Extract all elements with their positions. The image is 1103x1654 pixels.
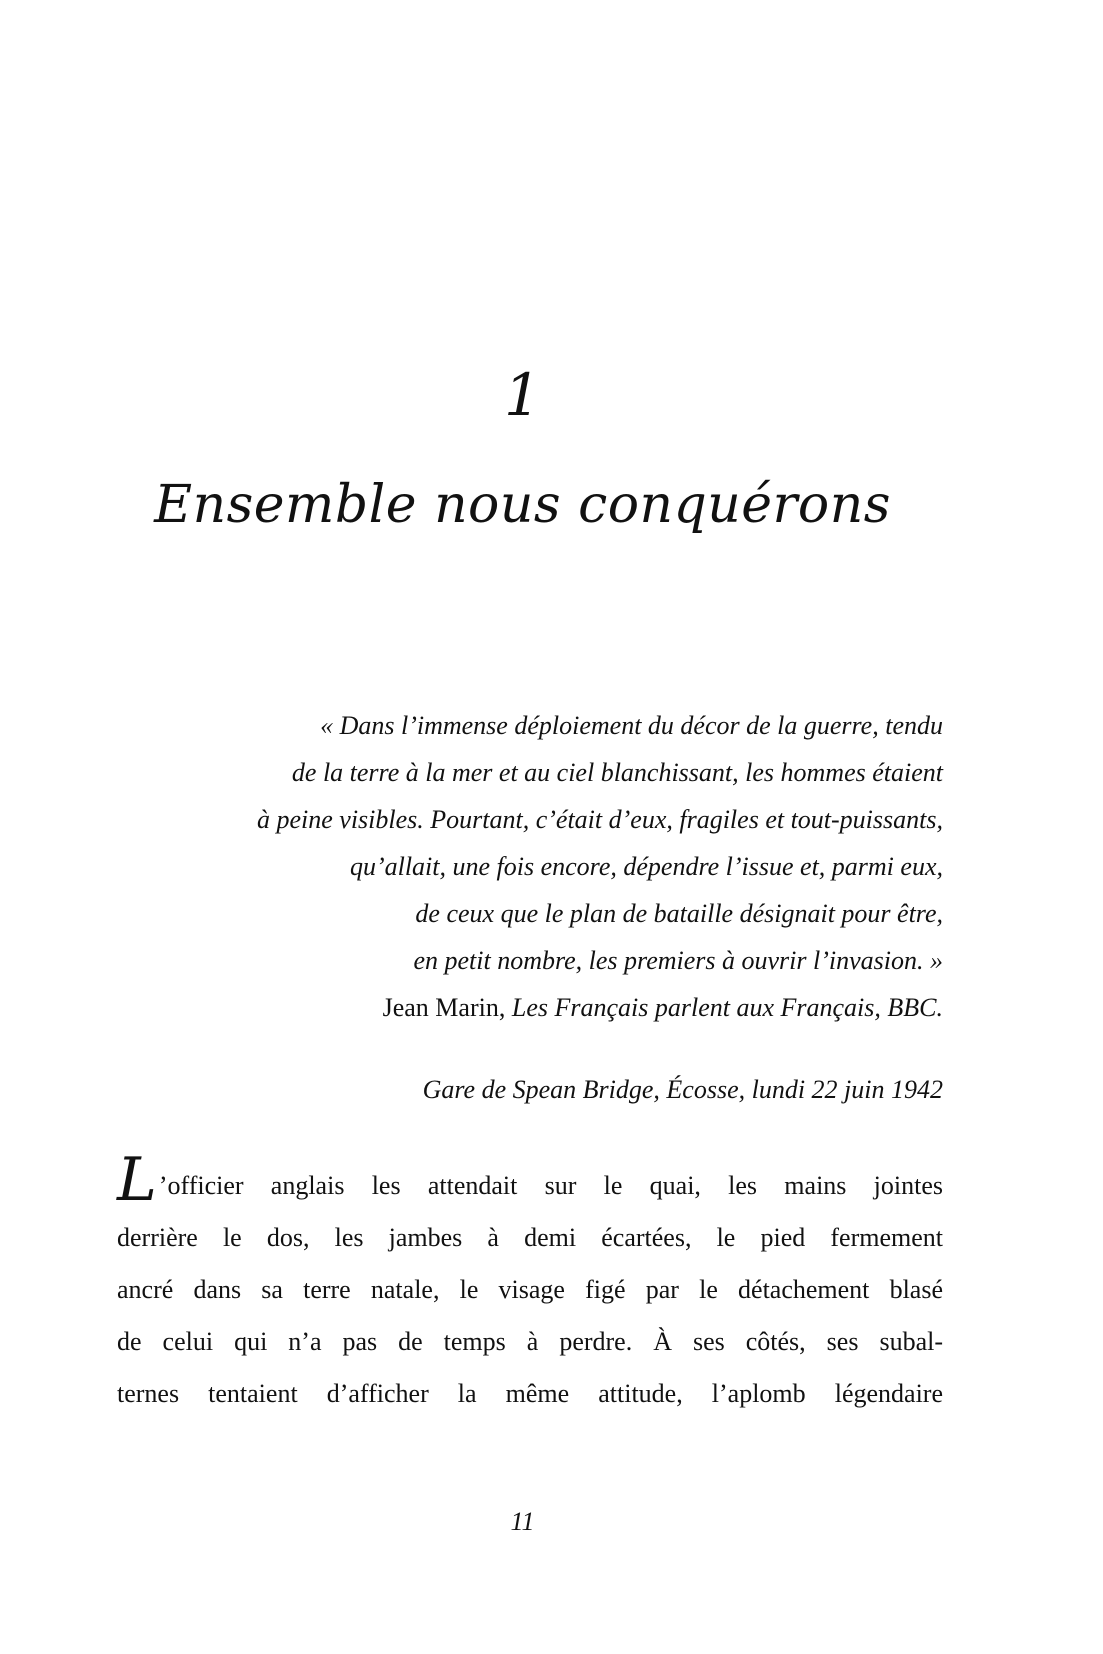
body-line: de celui qui n’a pas de temps à perdre. À ses côtés, ses subal- [117,1327,943,1356]
body-line: ancré dans sa terre natale, le visage figé par le détachement blasé [117,1275,943,1304]
epigraph-line: « Dans l’immense déploiement du décor de la guerre, tendu [320,711,943,740]
body-line [117,1145,943,1215]
epigraph-work: Les Français parlent aux Français, BBC. [511,993,943,1022]
epigraph-line: qu’allait, une fois encore, dépendre l’issue et, parmi eux, [349,852,943,881]
place-date: Gare de Spean Bridge, Écosse, lundi 22 juin 1942 [422,1075,943,1104]
epigraph-line: de la terre à la mer et au ciel blanchissant, les hommes étaient [291,758,943,787]
epigraph-attribution [123,984,943,1031]
page-number: 11 [510,1507,535,1536]
epigraph-line: de ceux que le plan de bataille désignait pour être, [415,899,943,928]
body-line: ternes tentaient d’afficher la même attitude, l’aplomb légendaire [117,1379,943,1408]
epigraph-line: en petit nombre, les premiers à ouvrir l’invasion. » [413,946,943,975]
drop-cap: L [117,1145,157,1215]
chapter-number: 1 [504,361,541,429]
epigraph-line: à peine visibles. Pourtant, c’était d’eux, fragiles et tout-puissants, [256,805,943,834]
chapter-title: Ensemble nous conquérons [154,475,891,535]
epigraph [123,702,943,1031]
body-text [117,1145,943,1420]
body-line: derrière le dos, les jambes à demi écartées, le pied fermement [117,1223,943,1252]
body-first-line-text: ’officier anglais les attendait sur le quai, les mains jointes [158,1171,943,1200]
epigraph-author: Jean Marin, [382,993,512,1022]
